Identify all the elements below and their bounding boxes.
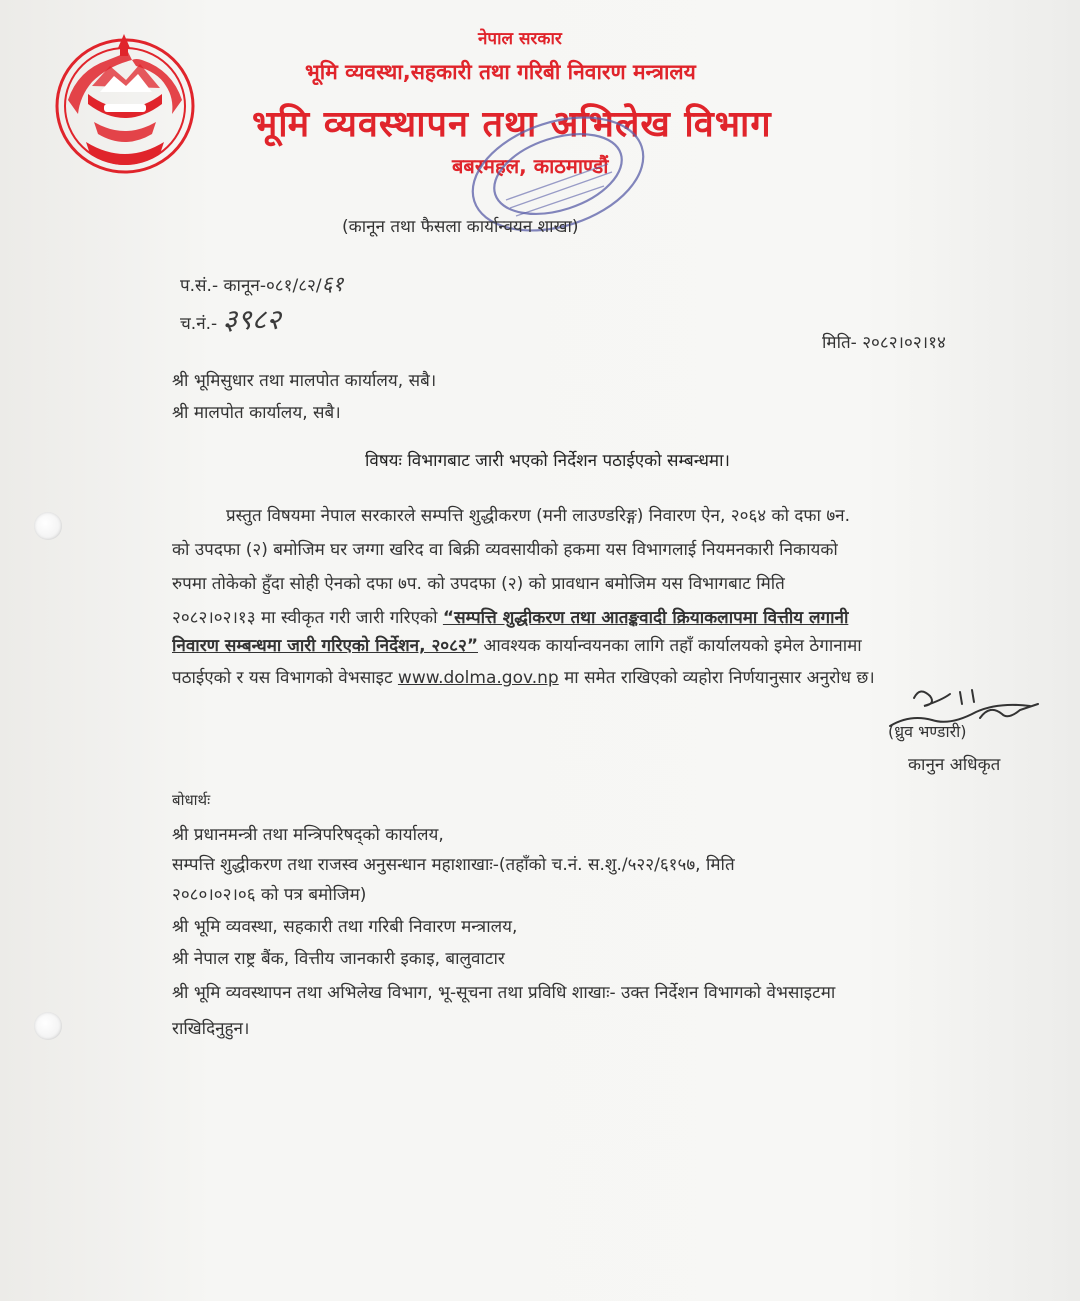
directive-title-part-1: “सम्पत्ति शुद्धीकरण तथा आतङ्कवादी क्रियाकलापमा वित्तीय लगानी: [442, 608, 849, 628]
branch-heading: (कानून तथा फैसला कार्यान्वयन शाखा): [342, 217, 579, 237]
website-link[interactable]: www.dolma.gov.np: [397, 668, 559, 688]
chalani-number-label: च.नं.-: [180, 314, 218, 334]
addressee-1: श्री भूमिसुधार तथा मालपोत कार्यालय, सबै।: [172, 371, 437, 391]
body-line-6-end: मा समेत राखिएको व्यहोरा निर्णयानुसार अनुरोध छ।: [558, 668, 875, 688]
signatory-title: कानुन अधिकृत: [908, 755, 1001, 775]
ministry-heading: भूमि व्यवस्था,सहकारी तथा गरिबी निवारण मन्त्रालय: [305, 60, 696, 84]
cc-heading: बोधार्थः: [172, 791, 211, 809]
government-heading: नेपाल सरकार: [478, 29, 562, 49]
body-line-5: [172, 633, 1042, 656]
body-line-2: को उपदफा (२) बमोजिम घर जग्गा खरिद वा बिक्री व्यवसायीको हकमा यस विभागलाई नियमनकारी निकायको: [172, 540, 838, 560]
body-line-5-text: आवश्यक कार्यान्वयनका लागि तहाँ कार्यालयको इमेल ठेगानामा: [478, 636, 862, 656]
cc-item-3: श्री भूमि व्यवस्था, सहकारी तथा गरिबी निवारण मन्त्रालय,: [172, 917, 518, 937]
patra-sankhya-handwritten: ६१: [321, 272, 344, 296]
location-heading: बबरमहल, काठमाण्डौं: [452, 154, 609, 178]
body-line-1: प्रस्तुत विषयमा नेपाल सरकारले सम्पत्ति शुद्धीकरण (मनी लाउण्डरिङ्ग) निवारण ऐन, २०६४ को दफा ७न.: [226, 506, 851, 526]
punch-hole-bottom: [34, 1012, 62, 1040]
letter-date: मिति- २०८२।०२।१४: [822, 333, 946, 353]
signatory-name: (ध्रुव भण्डारी): [888, 722, 967, 741]
letter-subject: विषयः विभागबाट जारी भएको निर्देशन पठाईएको सम्बन्धमा।: [365, 451, 730, 471]
chalani-number-handwritten: ३९८२: [222, 303, 281, 336]
body-line-4: [172, 605, 1042, 628]
cc-item-4: श्री नेपाल राष्ट्र बैंक, वित्तीय जानकारी इकाइ, बालुवाटार: [172, 949, 505, 969]
cc-item-2: सम्पत्ति शुद्धीकरण तथा राजस्व अनुसन्धान महाशाखाः-(तहाँको च.नं. स.शु./५२२/६१५७, मिति: [172, 855, 735, 875]
directive-title-part-2: निवारण सम्बन्धमा जारी गरिएको निर्देशन, २०८२”: [172, 636, 478, 656]
body-line-6-text: पठाईएको र यस विभागको वेभसाइट: [172, 668, 398, 688]
cc-item-5: श्री भूमि व्यवस्थापन तथा अभिलेख विभाग, भू-सूचना तथा प्रविधि शाखाः- उक्त निर्देशन विभागको वेभसाइटमा: [172, 983, 836, 1003]
body-line-4-text: २०८२।०२।१३ मा स्वीकृत गरी जारी गरिएको: [172, 608, 443, 628]
cc-item-1: श्री प्रधानमन्त्री तथा मन्त्रिपरिषद्को कार्यालय,: [172, 825, 444, 845]
chalani-number: [180, 300, 281, 338]
patra-sankhya-label: प.सं.- कानून-०८१/८२/: [180, 276, 322, 296]
addressee-2: श्री मालपोत कार्यालय, सबै।: [172, 403, 341, 423]
patra-sankhya: [180, 270, 343, 298]
cc-item-5-continued: राखिदिनुहुन।: [172, 1019, 250, 1039]
body-line-3: रुपमा तोकेको हुँदा सोही ऐनको दफा ७प. को उपदफा (२) को प्रावधान बमोजिम यस विभागबाट मिति: [172, 574, 785, 594]
punch-hole-top: [34, 512, 62, 540]
nepal-emblem-logo: [48, 30, 202, 180]
department-heading: भूमि व्यवस्थापन तथा अभिलेख विभाग: [252, 104, 772, 145]
cc-item-2-continued: २०८०।०२।०६ को पत्र बमोजिम): [172, 885, 367, 905]
